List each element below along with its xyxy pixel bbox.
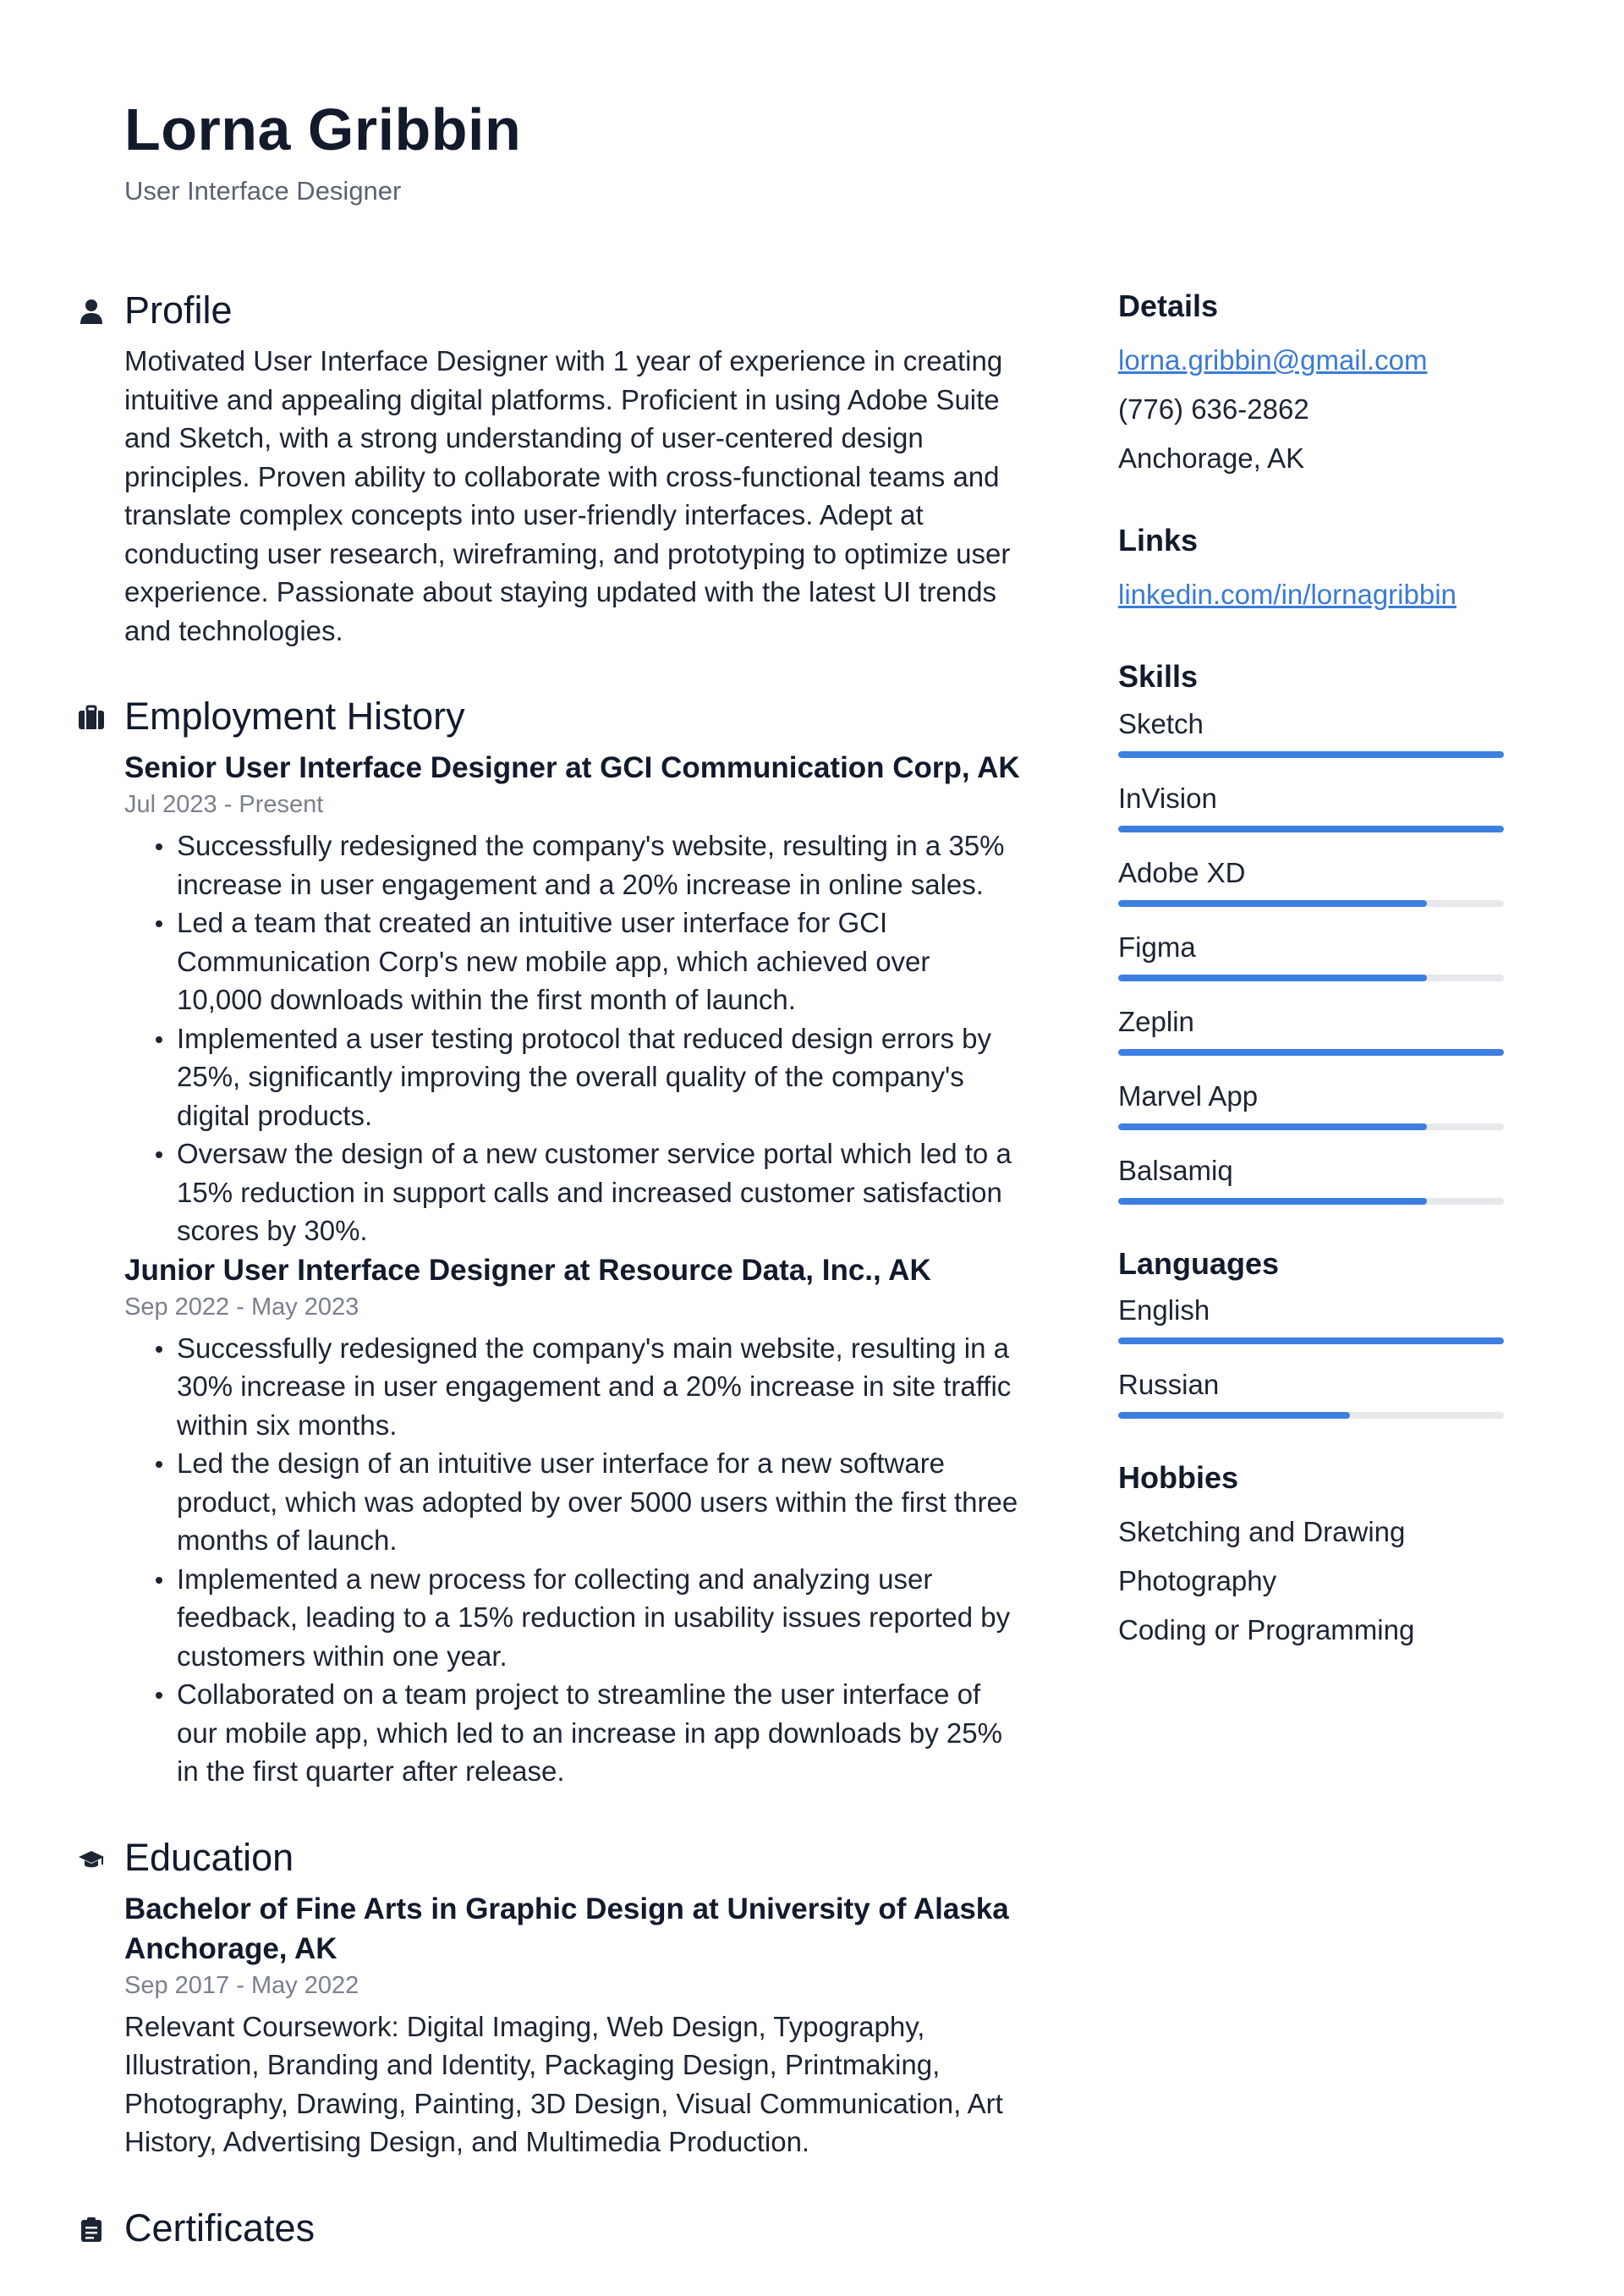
job-bullet: Led the design of an intuitive user interface for a new software product, which was adopted by over 5000 users within the first three months of launch. xyxy=(177,1444,1021,1560)
skills-list xyxy=(1118,707,1506,1205)
job-bullets xyxy=(124,1329,1021,1791)
sidebar-heading-languages: Languages xyxy=(1118,1245,1280,1281)
resume-header xyxy=(124,96,522,206)
person-icon xyxy=(78,298,105,325)
details-block xyxy=(1118,288,1506,483)
language-level-fill xyxy=(1118,1412,1350,1419)
skill-level-track xyxy=(1118,1123,1504,1130)
job-date: Jul 2023 - Present xyxy=(124,791,324,818)
skill-level-fill xyxy=(1118,1198,1427,1205)
hobbies-block xyxy=(1118,1459,1506,1655)
job-title: Junior User Interface Designer at Resource Data, Inc., AK xyxy=(124,1253,931,1287)
skills-block xyxy=(1118,658,1506,1204)
degree-title: Bachelor of Fine Arts in Graphic Design at University of Alaska Anchorage, AK xyxy=(124,1892,1009,1965)
language-item xyxy=(1118,1368,1506,1419)
skill-item xyxy=(1118,1154,1506,1205)
main-column xyxy=(124,288,1021,2260)
briefcase-icon xyxy=(78,704,105,731)
section-title-profile: Profile xyxy=(124,288,233,332)
skill-level-fill xyxy=(1118,900,1427,907)
skill-item xyxy=(1118,1079,1506,1130)
phone-number: (776) 636-2862 xyxy=(1118,393,1309,426)
skill-level-track xyxy=(1118,975,1504,981)
languages-list xyxy=(1118,1294,1506,1419)
job-title: Senior User Interface Designer at GCI Communication Corp, AK xyxy=(124,751,1020,784)
section-title-employment: Employment History xyxy=(124,695,465,738)
profile-summary: Motivated User Interface Designer with 1 year of experience in creating intuitive and appealing digital platforms. Proficient in using Adobe Suite and Sketch, with a strong understanding of user-centered design principles. Proven ability to collaborate with cross-functional teams and translate complex concepts into user-friendly interfaces. Adept at conducting user research, wireframing, and prototyping to optimize user experience. Passionate about staying updated with the latest UI trends and technologies. xyxy=(124,345,1011,646)
sidebar xyxy=(1118,288,1506,1655)
skill-level-fill xyxy=(1118,826,1504,832)
skill-level-fill xyxy=(1118,1049,1504,1056)
skill-level-track xyxy=(1118,1198,1504,1205)
hobby-item: Sketching and Drawing xyxy=(1118,1515,1406,1547)
skill-level-fill xyxy=(1118,1123,1427,1130)
job-bullet: Implemented a new process for collecting and analyzing user feedback, leading to a 15% reduction in usability issues reported by customers within one year. xyxy=(177,1560,1021,1676)
skill-item xyxy=(1118,1005,1506,1056)
skill-item xyxy=(1118,782,1506,832)
language-item xyxy=(1118,1294,1506,1344)
job-entry xyxy=(124,748,1021,1250)
job-bullet: Oversaw the design of a new customer service portal which led to a 15% reduction in support calls and increased customer satisfaction scores by 30%. xyxy=(177,1134,1021,1250)
location: Anchorage, AK xyxy=(1118,442,1305,475)
job-bullets xyxy=(124,827,1021,1250)
skill-name: Zeplin xyxy=(1118,1005,1194,1037)
graduation-cap-icon xyxy=(78,1845,105,1872)
skill-level-fill xyxy=(1118,751,1504,758)
job-bullet: Led a team that created an intuitive user interface for GCI Communication Corp's new mobile app, which achieved over 10,000 downloads within the first month of launch. xyxy=(177,904,1021,1019)
language-level-track xyxy=(1118,1412,1504,1419)
employment-section xyxy=(124,694,1021,1791)
section-title-education: Education xyxy=(124,1835,294,1879)
sidebar-heading-hobbies: Hobbies xyxy=(1118,1459,1239,1495)
education-description: Relevant Coursework: Digital Imaging, Web Design, Typography, Illustration, Branding and Identity, Packaging Design, Printmaking, Photography, Drawing, Painting, 3D Design, Visual Communication, Art History, Advertising Design, and Multimedia Production. xyxy=(124,2010,1003,2157)
email-link[interactable] xyxy=(1118,336,1506,385)
job-entry xyxy=(124,1250,1021,1791)
skill-name: InVision xyxy=(1118,782,1217,814)
skill-item xyxy=(1118,707,1506,758)
linkedin-link[interactable] xyxy=(1118,570,1506,619)
profile-section xyxy=(124,288,1021,650)
skill-item xyxy=(1118,931,1506,981)
language-level-track xyxy=(1118,1338,1504,1344)
skill-item xyxy=(1118,856,1506,907)
certificates-section xyxy=(124,2205,1021,2251)
skill-name: Sketch xyxy=(1118,707,1204,739)
candidate-role: User Interface Designer xyxy=(124,176,402,206)
email-text[interactable]: lorna.gribbin@gmail.com xyxy=(1118,344,1428,376)
job-date: Sep 2022 - May 2023 xyxy=(124,1293,359,1321)
education-date: Sep 2017 - May 2022 xyxy=(124,1971,359,1999)
links-block xyxy=(1118,522,1506,619)
clipboard-icon xyxy=(78,2216,105,2243)
skill-name: Figma xyxy=(1118,931,1196,963)
skill-level-track xyxy=(1118,900,1504,907)
job-bullet: Successfully redesigned the company's main website, resulting in a 30% increase in user engagement and a 20% increase in site traffic within six months. xyxy=(177,1329,1021,1445)
skill-level-track xyxy=(1118,826,1504,832)
skill-name: Balsamiq xyxy=(1118,1154,1233,1186)
hobby-item: Photography xyxy=(1118,1564,1277,1596)
skill-level-track xyxy=(1118,751,1504,758)
skill-level-track xyxy=(1118,1049,1504,1056)
skill-name: Adobe XD xyxy=(1118,856,1246,888)
education-section xyxy=(124,1835,1021,2161)
languages-block xyxy=(1118,1245,1506,1419)
sidebar-heading-links: Links xyxy=(1118,523,1199,558)
candidate-name: Lorna Gribbin xyxy=(124,96,522,162)
sidebar-heading-skills: Skills xyxy=(1118,659,1199,695)
section-title-certificates: Certificates xyxy=(124,2205,315,2249)
language-level-fill xyxy=(1118,1338,1504,1344)
skill-level-fill xyxy=(1118,975,1427,981)
linkedin-text[interactable]: linkedin.com/in/lornagribbin xyxy=(1118,579,1457,611)
job-bullet: Collaborated on a team project to streamline the user interface of our mobile app, which led to an increase in app downloads by 25% in the first quarter after release. xyxy=(177,1675,1021,1791)
language-name: Russian xyxy=(1118,1368,1220,1400)
hobby-item: Coding or Programming xyxy=(1118,1613,1415,1645)
sidebar-heading-details: Details xyxy=(1118,288,1219,323)
job-bullet: Successfully redesigned the company's website, resulting in a 35% increase in user engagement and a 20% increase in online sales. xyxy=(177,827,1021,904)
skill-name: Marvel App xyxy=(1118,1079,1259,1112)
job-bullet: Implemented a user testing protocol that reduced design errors by 25%, significantly improving the overall quality of the company's digital products. xyxy=(177,1019,1021,1135)
language-name: English xyxy=(1118,1294,1210,1326)
